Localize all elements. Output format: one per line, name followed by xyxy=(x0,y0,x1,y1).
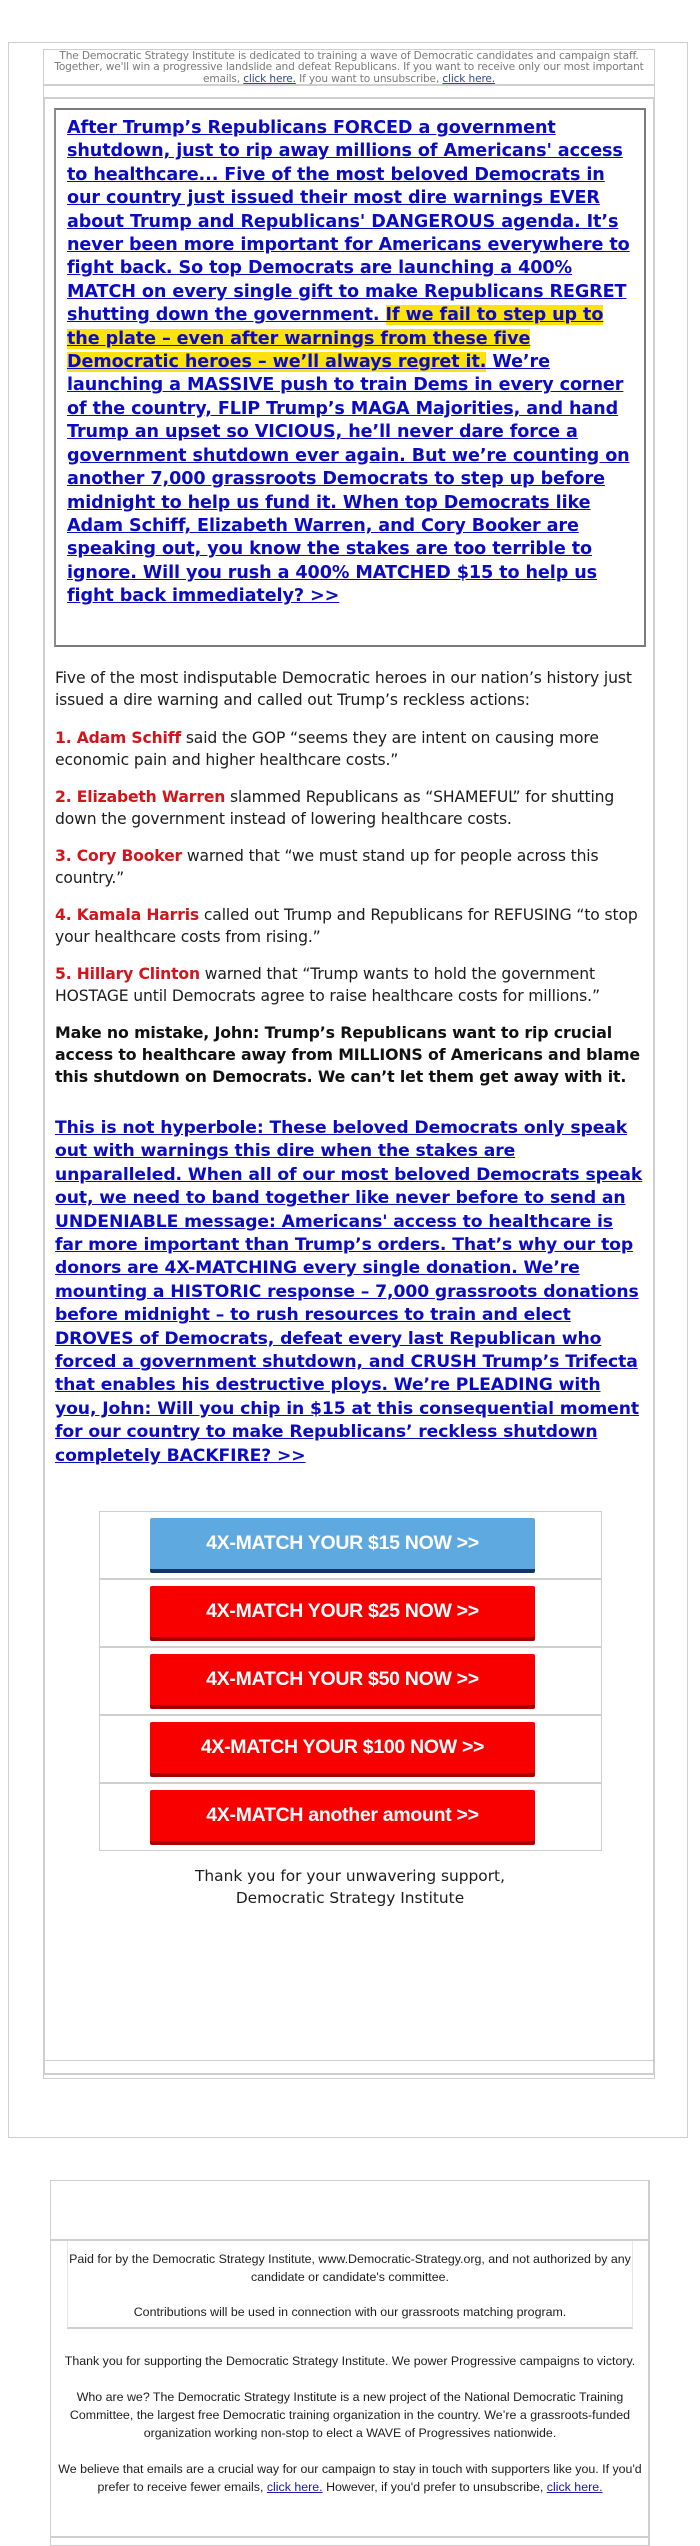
warning-paragraph xyxy=(55,1022,645,1088)
contributions-disclaimer: Contributions will be used in connection with our grassroots matching program. xyxy=(133,2305,567,2319)
signoff-line: Thank you for your unwavering support, xyxy=(195,1867,505,1885)
footer-unsubscribe-link[interactable]: click here. xyxy=(546,2480,603,2494)
cta-paragraph xyxy=(55,1117,645,1468)
hero-name: 4. Kamala Harris xyxy=(55,906,200,924)
donate-100-button[interactable]: 4X-MATCH YOUR $100 NOW >> xyxy=(150,1722,535,1777)
footer-email-text: We believe that emails are a crucial way for our campaign to stay in touch with supporters like you. If you'd prefer to receive fewer emails, xyxy=(58,2462,642,2494)
important-emails-link[interactable]: click here. xyxy=(243,72,296,85)
lead-box xyxy=(54,108,646,647)
hero-item-3 xyxy=(55,846,645,889)
preheader-text: The Democratic Strategy Institute is dedicated to training a wave of Democratic candidates and campaign staff. Together, we'll win a progressive landslide and defeat Republicans. If you want to receive only our most important emails, xyxy=(54,50,644,85)
button-row-15 xyxy=(99,1511,602,1579)
button-row-100 xyxy=(99,1715,602,1783)
intro-text: Five of the most indisputable Democratic heroes in our nation’s history just issued a dire warning and called out Trump’s reckless actions: xyxy=(55,669,632,709)
hero-name: 2. Elizabeth Warren xyxy=(55,788,226,806)
footer-divider xyxy=(50,2536,650,2538)
hero-name: 1. Adam Schiff xyxy=(55,729,182,747)
footer-legal xyxy=(67,2241,633,2329)
lead-text-2: We’re launching a MASSIVE push to train Dems in every corner of the country, FLIP Trump’s MAGA Majorities, and hand Trump an upset so VICIOUS, he’ll never dare force a government shutdown ever again. But we’re counting on another 7,000 grassroots Democrats to step up before midnight to help us fund it. When top Democrats like Adam Schiff, Elizabeth Warren, and Cory Booker are speaking out, you know the stakes are too terrible to ignore. Will you rush a 400% MATCHED $15 to help us fight back immediately? >> xyxy=(67,352,630,607)
footer-who-are-we: Who are we? The Democratic Strategy Institute is a new project of the National Democratic Training Committee, the largest free Democratic training organization in the country. We’re a grassroots-funded organization working non-stop to elect a WAVE of Progressives nationwide. xyxy=(69,2390,631,2440)
hero-item-1 xyxy=(55,728,645,771)
footer-thanks: Thank you for supporting the Democratic Strategy Institute. We power Progressive campaigns to victory. xyxy=(64,2354,636,2368)
highlighted-text: If we fail to step up to the plate – even after warnings from these five Democratic heroes – we’ll always regret it. xyxy=(67,305,604,373)
hero-name: 5. Hillary Clinton xyxy=(55,965,200,983)
hero-quote: warned that “Trump wants to hold the government HOSTAGE until Democrats agree to raise healthcare costs for millions.” xyxy=(55,965,600,1005)
fewer-emails-link[interactable]: click here. xyxy=(266,2480,323,2494)
hero-quote: said the GOP “seems they are intent on causing more economic pain and higher healthcare costs.” xyxy=(55,729,599,769)
cta-donate-link[interactable]: This is not hyperbole: These beloved Democrats only speak out with warnings this dire when the stakes are unparalleled. When all of our most beloved Democrats speak out, we need to band together like never before to send an UNDENIABLE message: Americans' access to healthcare is far more important than Trump’s orders. That’s why our top donors are 4X-MATCHING every single donation. We’re mounting a HISTORIC response – 7,000 grassroots donations before midnight – to rush resources to train and elect DROVES of Democrats, defeat every last Republican who forced a government shutdown, and CRUSH Trump’s Trifecta that enables his destructive ploys. We’re PLEADING with you, John: Will you chip in $15 at this consequential moment for our country to make Republicans’ reckless shutdown completely BACKFIRE? >> xyxy=(55,1118,643,1466)
signoff xyxy=(55,1866,645,1909)
footer-email-text-2: However, if you'd prefer to unsubscribe, xyxy=(322,2480,547,2494)
donate-50-button[interactable]: 4X-MATCH YOUR $50 NOW >> xyxy=(150,1654,535,1709)
signoff-org: Democratic Strategy Institute xyxy=(235,1888,465,1907)
unsubscribe-link[interactable]: click here. xyxy=(442,72,496,85)
paid-for-disclaimer: Paid for by the Democratic Strategy Institute, www.Democratic-Strategy.org, and not authorized by any candidate or candidate's committee. xyxy=(69,2252,631,2284)
intro-paragraph xyxy=(55,668,645,711)
lead-paragraph xyxy=(67,117,634,609)
footer-info xyxy=(51,2352,649,2514)
button-row-50 xyxy=(99,1647,602,1715)
donate-25-button[interactable]: 4X-MATCH YOUR $25 NOW >> xyxy=(150,1586,535,1641)
button-row-other xyxy=(99,1783,602,1851)
hero-item-2 xyxy=(55,787,645,830)
donate-15-button[interactable]: 4X-MATCH YOUR $15 NOW >> xyxy=(150,1518,535,1573)
footer-email-prefs xyxy=(51,2460,649,2496)
hero-quote: called out Trump and Republicans for REFUSING “to stop your healthcare costs from rising.” xyxy=(55,906,638,946)
hero-quote: slammed Republicans as “SHAMEFUL” for shutting down the government instead of lowering healthcare costs. xyxy=(55,788,615,828)
hero-name: 3. Cory Booker xyxy=(55,847,183,865)
hero-item-5 xyxy=(55,964,645,1007)
footer-top-spacer xyxy=(50,2180,650,2241)
hero-item-4 xyxy=(55,905,645,948)
donate-other-amount-button[interactable]: 4X-MATCH another amount >> xyxy=(150,1790,535,1845)
button-row-25 xyxy=(99,1579,602,1647)
preheader xyxy=(43,49,655,86)
spacer-row xyxy=(43,86,655,98)
lead-link[interactable] xyxy=(67,118,630,606)
warning-text: Make no mistake, John: Trump’s Republicans want to rip crucial access to healthcare away from MILLIONS of Americans and blame this shutdown on Democrats. We can’t let them get away with it. xyxy=(55,1023,640,1086)
content-bottom-row xyxy=(43,2060,655,2079)
preheader-text-2: If you want to unsubscribe, xyxy=(295,72,443,85)
lead-text-1: After Trump’s Republicans FORCED a government shutdown, just to rip away millions of Americans' access to healthcare... Five of the most beloved Democrats in our country just issued their most dire warnings EVER about Trump and Republicans' DANGEROUS agenda. It’s never been more important for Americans everywhere to fight back. So top Democrats are launching a 400% MATCH on every single gift to make Republicans REGRET shutting down the government. xyxy=(67,118,630,326)
hero-quote: warned that “we must stand up for people across this country.” xyxy=(55,847,599,887)
